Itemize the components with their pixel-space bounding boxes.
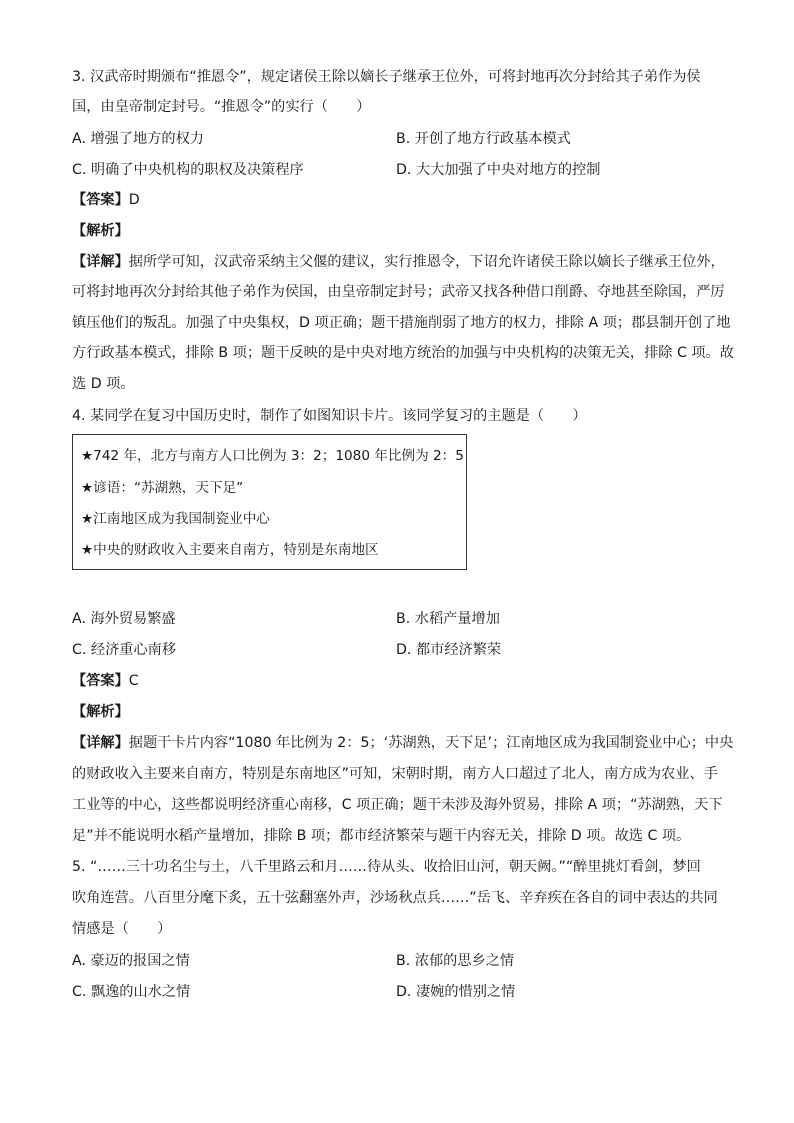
q4-answer-value: C	[128, 673, 139, 689]
q5-option-c: C. 飘逸的山水之情	[72, 984, 191, 1000]
card-line-4: ★中央的财政收入主要来自南方，特别是东南地区	[81, 542, 379, 558]
q4-detail-tag: 【详解】	[72, 735, 129, 751]
card-line-1: ★742 年，北方与南方人口比例为 3：2；1080 年比例为 2：5	[81, 448, 464, 464]
q3-option-c: C. 明确了中央机构的职权及决策程序	[72, 162, 304, 178]
q5-stem-line2: 吹角连营。八百里分麾下炙，五十弦翻塞外声，沙场秋点兵……”岳飞、辛弃疾在各自的词中表达的共同	[72, 890, 718, 906]
card-line-2: ★谚语：“苏湖熟，天下足”	[81, 480, 244, 496]
q5-stem-line3: 情感是（ ）	[72, 921, 172, 937]
q3-detail-line3: 镇压他们的叛乱。加强了中央集权，D 项正确；题干措施削弱了地方的权力，排除 A 项；郡县制开创了地	[72, 315, 731, 331]
q5-option-b: B. 浓郁的思乡之情	[396, 953, 515, 969]
q3-detail-line1	[72, 251, 725, 273]
q3-detail-tag: 【详解】	[72, 254, 129, 270]
q4-answer	[72, 670, 139, 692]
q5-stem-line1: 5. “……三十功名尘与土，八千里路云和月……待从头、收拾旧山河，朝天阙。”“醉里挑灯看剑，梦回	[72, 859, 701, 875]
q3-detail-line4: 方行政基本模式，排除 B 项；题干反映的是中央对地方统治的加强与中央机构的决策无关，排除 C 项。故	[72, 345, 734, 361]
q3-detail-text1: 据所学可知，汉武帝采纳主父偃的建议，实行推恩令，下诏允许诸侯王除以嫡长子继承王位外，	[128, 254, 725, 270]
q3-answer-value: D	[128, 192, 140, 208]
q4-detail-line4: 足”并不能说明水稻产量增加，排除 B 项；都市经济繁荣与题干内容无关，排除 D 项。故选 C 项。	[72, 828, 691, 844]
q3-option-d: D. 大大加强了中央对地方的控制	[396, 162, 601, 178]
q4-detail-line3: 工业等的中心，这些都说明经济重心南移，C 项正确；题干未涉及海外贸易，排除 A 项；“苏湖熟，天下	[72, 797, 723, 813]
knowledge-card	[72, 434, 467, 570]
q4-detail-line2: 的财政收入主要来自南方，特别是东南地区”可知，宋朝时期，南方人口超过了北人，南方成为农业、手	[72, 766, 718, 782]
q4-stem: 4. 某同学在复习中国历史时，制作了如图知识卡片。该同学复习的主题是（ ）	[72, 408, 587, 424]
q4-option-a: A. 海外贸易繁盛	[72, 611, 176, 627]
q5-option-a: A. 豪迈的报国之情	[72, 953, 190, 969]
q3-analysis-tag	[72, 220, 129, 242]
q3-detail-line2: 可将封地再次分封给其他子弟作为侯国，由皇帝制定封号；武帝又找各种借口削爵、夺地甚至除国，严厉	[72, 284, 725, 300]
q4-detail-text1: 据题干卡片内容“1080 年比例为 2：5；‘苏湖熟，天下足’；江南地区成为我国制瓷业中心；中央	[128, 735, 734, 751]
q3-option-a: A. 增强了地方的权力	[72, 131, 204, 147]
q3-stem-line2: 国，由皇帝制定封号。“推恩令”的实行（ ）	[72, 99, 371, 115]
q3-detail-line5: 选 D 项。	[72, 376, 135, 392]
q4-option-c: C. 经济重心南移	[72, 642, 177, 658]
q3-option-b: B. 开创了地方行政基本模式	[396, 131, 571, 147]
q3-analysis-label: 【解析】	[72, 223, 129, 239]
q4-answer-tag: 【答案】	[72, 673, 129, 689]
q4-analysis-label: 【解析】	[72, 704, 129, 720]
q3-answer-tag: 【答案】	[72, 192, 129, 208]
card-line-3: ★江南地区成为我国制瓷业中心	[81, 511, 270, 527]
q4-detail-line1	[72, 732, 733, 754]
q3-answer	[72, 189, 140, 211]
q3-stem-line1: 3. 汉武帝时期颁布“推恩令”，规定诸侯王除以嫡长子继承王位外，可将封地再次分封给其子弟作为侯	[72, 69, 701, 85]
q4-analysis-tag	[72, 701, 129, 723]
q4-option-b: B. 水稻产量增加	[396, 611, 500, 627]
q5-option-d: D. 凄婉的惜别之情	[396, 984, 516, 1000]
q4-option-d: D. 都市经济繁荣	[396, 642, 502, 658]
